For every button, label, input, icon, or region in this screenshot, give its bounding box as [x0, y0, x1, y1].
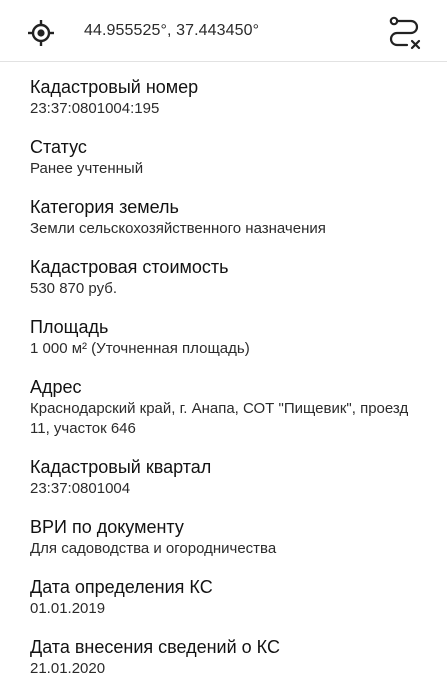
- field-value: Краснодарский край, г. Анапа, СОТ "Пищевик", проезд 11, участок 646: [30, 400, 409, 437]
- field-label: Кадастровая стоимость: [30, 257, 229, 277]
- field-value: Ранее учтенный: [30, 160, 144, 177]
- coordinates-text: 44.955525°, 37.443450°: [84, 22, 260, 39]
- field-value: 23:37:0801004:195: [30, 100, 160, 117]
- top-bar: [0, 0, 447, 62]
- field-cadastral-quarter: [30, 455, 430, 499]
- field-value: 01.01.2019: [30, 600, 106, 617]
- field-permitted-use: [30, 515, 430, 559]
- field-value: 530 870 руб.: [30, 280, 117, 297]
- field-label: Дата внесения сведений о КС: [30, 637, 280, 657]
- parcel-info-list: [30, 75, 430, 695]
- field-cadastral-cost: [30, 255, 430, 299]
- field-cadastral-number: [30, 75, 430, 119]
- field-label: Статус: [30, 137, 87, 157]
- field-label: Категория земель: [30, 197, 179, 217]
- field-land-category: [30, 195, 430, 239]
- field-label: Кадастровый номер: [30, 77, 199, 97]
- field-label: Кадастровый квартал: [30, 457, 212, 477]
- field-value: Для садоводства и огородничества: [30, 540, 277, 557]
- field-area: [30, 315, 430, 359]
- locate-button[interactable]: [27, 19, 55, 47]
- field-entry-date: [30, 635, 430, 679]
- crosshair-icon: [27, 19, 55, 47]
- field-value: 23:37:0801004: [30, 480, 131, 497]
- field-value: 1 000 м² (Уточненная площадь): [30, 340, 250, 357]
- route-clear-icon: [386, 15, 422, 51]
- field-valuation-date: [30, 575, 430, 619]
- route-button[interactable]: [386, 15, 422, 51]
- field-value: Земли сельскохозяйственного назначения: [30, 220, 326, 237]
- field-label: Адрес: [30, 377, 82, 397]
- field-label: Дата определения КС: [30, 577, 213, 597]
- field-label: Площадь: [30, 317, 109, 337]
- field-label: ВРИ по документу: [30, 517, 184, 537]
- field-status: [30, 135, 430, 179]
- field-value: 21.01.2020: [30, 660, 106, 677]
- field-address: [30, 375, 430, 439]
